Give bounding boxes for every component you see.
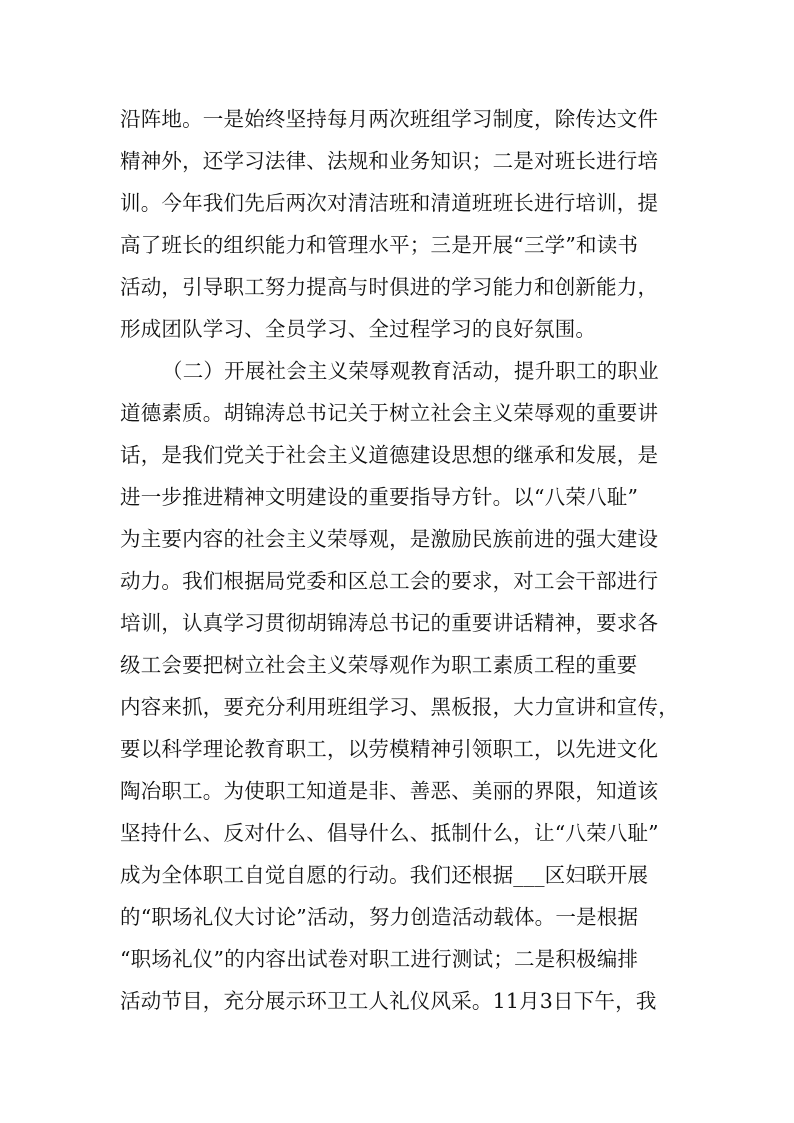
text-line: 形成团队学习、全员学习、全过程学习的良好氛围。 <box>120 317 597 341</box>
text-line: 内容来抓，要充分利用班组学习、黑板报，大力宣讲和宣传， <box>120 695 679 719</box>
text-line: 活动节目，充分展示环卫工人礼仪风采。11月3日下午，我 <box>120 989 657 1013</box>
text-line: 成为全体职工自觉自愿的行动。我们还根据___区妇联开展 <box>120 863 649 887</box>
text-line: 道德素质。胡锦涛总书记关于树立社会主义荣辱观的重要讲 <box>120 401 659 425</box>
text-line: 训。今年我们先后两次对清洁班和清道班班长进行培训，提 <box>120 191 659 215</box>
text-line: 要以科学理论教育职工，以劳模精神引领职工，以先进文化 <box>120 737 659 761</box>
text-line: 的“职场礼仪大讨论”活动，努力创造活动载体。一是根据 <box>120 905 639 929</box>
text-line: 培训，认真学习贯彻胡锦涛总书记的重要讲话精神，要求各 <box>120 611 659 635</box>
text-line: 动力。我们根据局党委和区总工会的要求，对工会干部进行 <box>120 569 659 593</box>
text-line: 高了班长的组织能力和管理水平；三是开展“三学”和读书 <box>120 233 639 257</box>
section-heading-line: （二）开展社会主义荣辱观教育活动，提升职工的职业 <box>162 359 659 383</box>
text-line: 级工会要把树立社会主义荣辱观作为职工素质工程的重要 <box>120 653 638 677</box>
text-line: 坚持什么、反对什么、倡导什么、抵制什么，让“八荣八耻” <box>120 821 659 845</box>
text-line: 活动，引导职工努力提高与时俱进的学习能力和创新能力， <box>120 275 659 299</box>
text-line: 沿阵地。一是始终坚持每月两次班组学习制度，除传达文件 <box>120 107 659 131</box>
text-line: 精神外，还学习法律、法规和业务知识；二是对班长进行培 <box>120 149 659 173</box>
text-line: 为主要内容的社会主义荣辱观，是激励民族前进的强大建设 <box>120 527 659 551</box>
text-line: 陶冶职工。为使职工知道是非、善恶、美丽的界限，知道该 <box>120 779 659 803</box>
body-text <box>120 98 680 1022</box>
text-line: 话，是我们党关于社会主义道德建设思想的继承和发展，是 <box>120 443 659 467</box>
text-line: “职场礼仪”的内容出试卷对职工进行测试；二是积极编排 <box>120 947 639 971</box>
text-line: 进一步推进精神文明建设的重要指导方针。以“八荣八耻” <box>120 485 639 509</box>
